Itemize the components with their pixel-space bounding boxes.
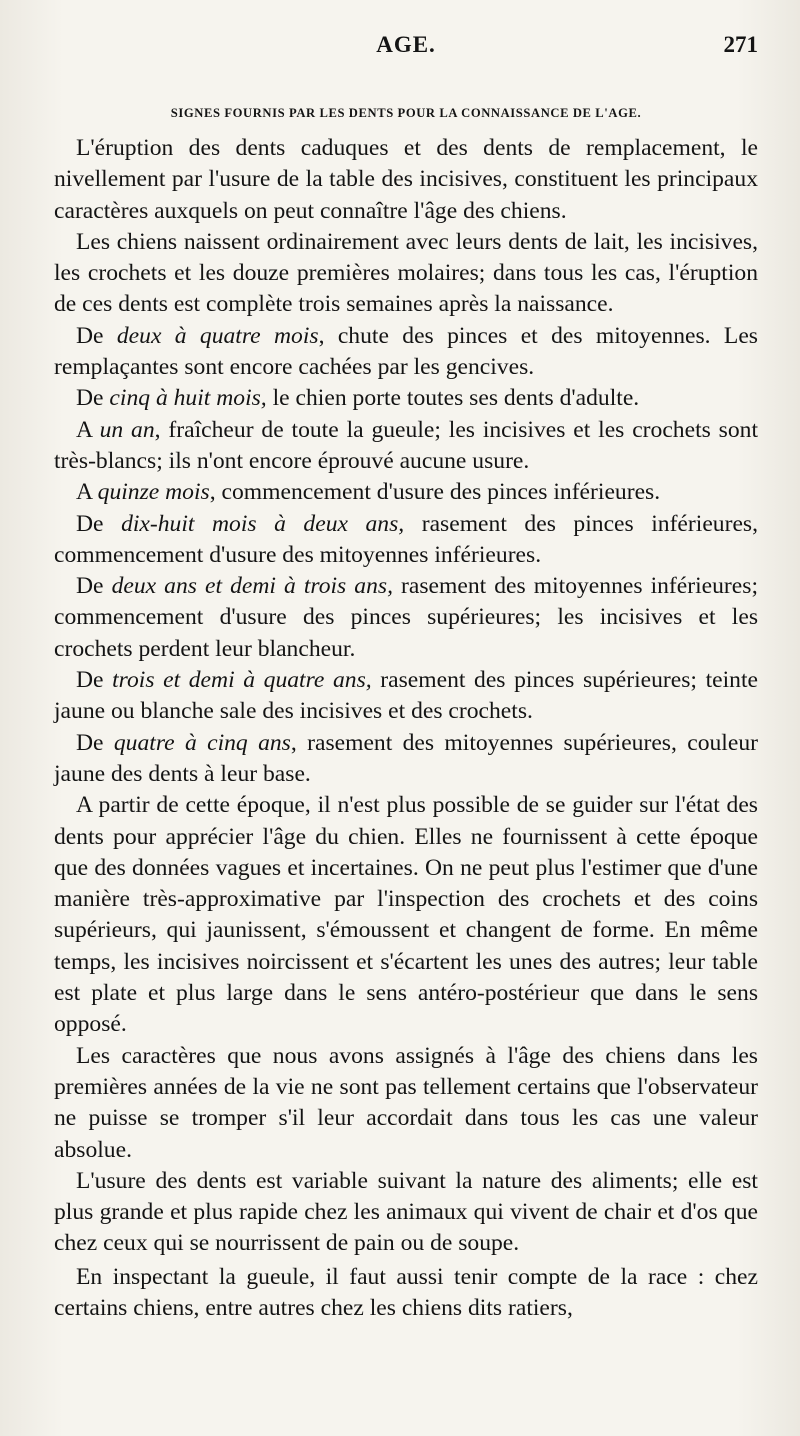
- paragraph: A partir de cette époque, il n'est plus possible de se guider sur l'état des dents pour apprécier l'âge du chien. Elles ne fournissent à cette époque que des données vagues et incertaines. On ne peut plus l'estimer que d'une manière très-approximative par l'inspection des crochets et des coins supérieurs, qui jaunissent, s'émoussent et changent de forme. En même temps, les incisives noircissent et s'écartent les unes des autres; leur table est plate et plus large dans le sens antéro-postérieur que dans le sens opposé.: [54, 792, 758, 1038]
- paragraph: L'usure des dents est variable suivant la nature des aliments; elle est plus grande et plus rapide chez les animaux qui vivent de chair et d'os que chez ceux qui se nourrissent de pain ou de soupe.: [54, 1167, 758, 1257]
- body-text: [54, 133, 758, 1324]
- page-number: 271: [723, 32, 758, 57]
- paragraph: De deux à quatre mois, chute des pinces et des mitoyennes. Les remplaçantes sont encore cachées par les gencives.: [54, 322, 758, 381]
- running-head: [54, 28, 758, 68]
- paragraph: A quinze mois, commencement d'usure des pinces inférieures.: [76, 479, 661, 506]
- paragraph: L'éruption des dents caduques et des dents de remplacement, le nivellement par l'usure de la table des incisives, constituent les principaux caractères auxquels on peut connaître l'âge des chiens.: [54, 135, 758, 224]
- section-heading: SIGNES FOURNIS PAR LES DENTS POUR LA CONNAISSANCE DE L'AGE.: [170, 106, 642, 120]
- paragraph: Les caractères que nous avons assignés à l'âge des chiens dans les premières années de la vie ne sont pas tellement certains que l'observateur ne puisse se tromper s'il leur accordait dans tous les cas une valeur absolue.: [54, 1042, 758, 1163]
- paragraph: De trois et demi à quatre ans, rasement des pinces supérieures; teinte jaune ou blanche sale des incisives et des crochets.: [54, 667, 758, 725]
- paragraph: De cinq à huit mois, le chien porte toutes ses dents d'adulte.: [76, 385, 640, 412]
- paragraph: De quatre à cinq ans, rasement des mitoyennes supérieures, couleur jaune des dents à leur base.: [54, 729, 758, 787]
- paragraph: De dix-huit mois à deux ans, rasement des pinces inférieures, commencement d'usure des mitoyennes inférieures.: [54, 510, 758, 568]
- running-title: AGE.: [376, 32, 436, 57]
- paragraph: Les chiens naissent ordinairement avec leurs dents de lait, les incisives, les crochets et les douze premières molaires; dans tous les cas, l'éruption de ces dents est complète trois semaines après la naissance.: [54, 228, 758, 318]
- paragraph: De deux ans et demi à trois ans, rasement des mitoyennes inférieures; commencement d'usure des pinces supérieures; les incisives et les crochets perdent leur blancheur.: [54, 573, 758, 662]
- paragraph: A un an, fraîcheur de toute la gueule; les incisives et les crochets sont très-blancs; ils n'ont encore éprouvé aucune usure.: [54, 416, 758, 474]
- paragraph: En inspectant la gueule, il faut aussi tenir compte de la race : chez certains chiens, entre autres chez les chiens dits ratiers,: [54, 1263, 758, 1321]
